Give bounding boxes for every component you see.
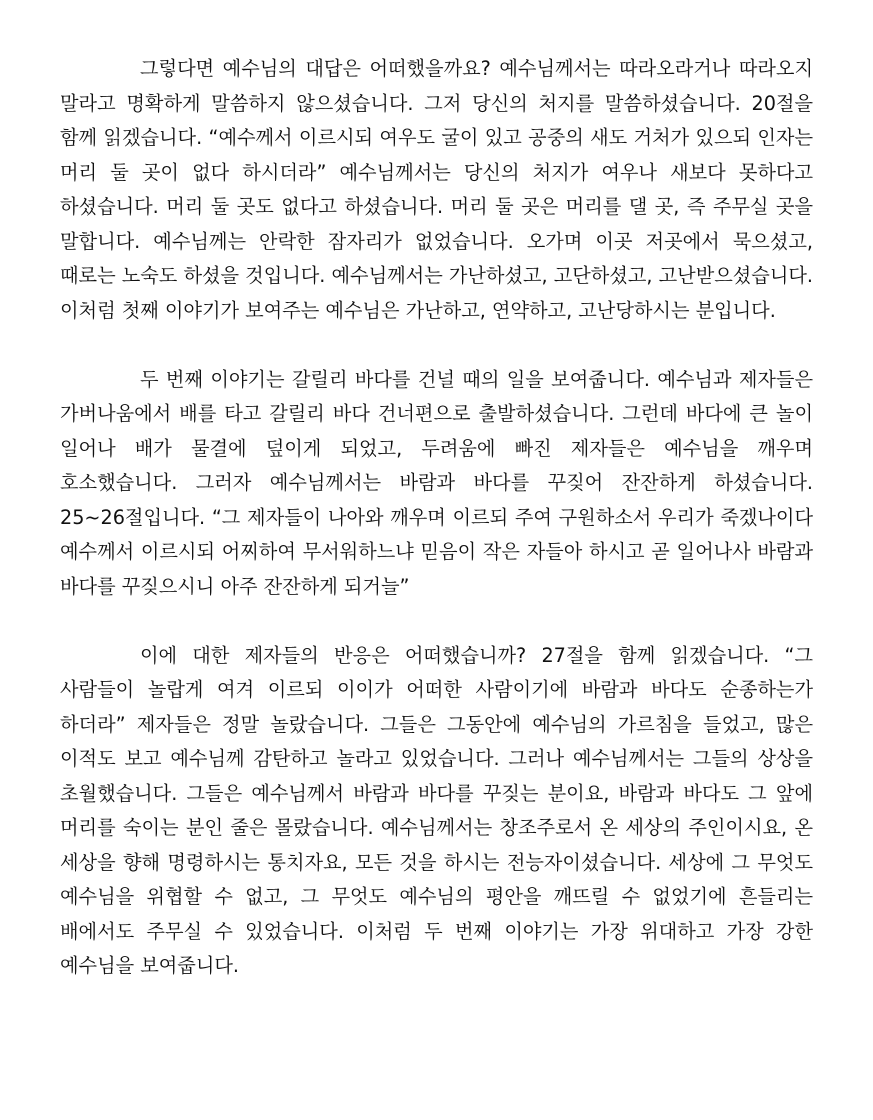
paragraph-3: 이에 대한 제자들의 반응은 어떠했습니까? 27절을 함께 읽겠습니다. “그 사람들이 놀랍게 여겨 이르되 이이가 어떠한 사람이기에 바람과 바다도 순종하는가 하더라” 제자들은 정말 놀랐습니다. 그들은 그동안에 예수님의 가르침을 들었고, 많은 이적도 보고 예수님께 감탄하고 놀라고 있었습니다. 그러나 예수님께서는 그들의 상상을 초월했습니다. 그들은 예수님께서 바람과 바다를 꾸짖는 분이요, 바람과 바다도 그 앞에 머리를 숙이는 분인 줄은 몰랐습니다. 예수님께서는 창조주로서 온 세상의 주인이시요, 온 세상을 향해 명령하시는 통치자요, 모든 것을 하시는 전능자이셨습니다. 세상에 그 무엇도 예수님을 위협할 수 없고, 그 무엇도 예수님의 평안을 깨뜨릴 수 없었기에 흔들리는 배에서도 주무실 수 있었습니다. 이처럼 두 번째 이야기는 가장 위대하고 가장 강한 예수님을 보여줍니다.: [60, 643, 813, 977]
paragraph-1: 그렇다면 예수님의 대답은 어떠했을까요? 예수님께서는 따라오라거나 따라오지 말라고 명확하게 말씀하지 않으셨습니다. 그저 당신의 처지를 말씀하셨습니다. 20절을 함께 읽겠습니다. “예수께서 이르시되 여우도 굴이 있고 공중의 새도 거처가 있으되 인자는 머리 둘 곳이 없다 하시더라” 예수님께서는 당신의 처지가 여우나 새보다 못하다고 하셨습니다. 머리 둘 곳도 없다고 하셨습니다. 머리 둘 곳은 머리를 댈 곳, 즉 주무실 곳을 말합니다. 예수님께는 안락한 잠자리가 없었습니다. 오가며 이곳 저곳에서 묵으셨고, 때로는 노숙도 하셨을 것입니다. 예수님께서는 가난하셨고, 고단하셨고, 고난받으셨습니다. 이처럼 첫째 이야기가 보여주는 예수님은 가난하고, 연약하고, 고난당하시는 분입니다.: [60, 57, 813, 322]
paragraph-2: 두 번째 이야기는 갈릴리 바다를 건널 때의 일을 보여줍니다. 예수님과 제자들은 가버나움에서 배를 타고 갈릴리 바다 건너편으로 출발하셨습니다. 그런데 바다에 큰 놀이 일어나 배가 물결에 덮이게 되었고, 두려움에 빠진 제자들은 예수님을 깨우며 호소했습니다. 그러자 예수님께서는 바람과 바다를 꾸짖어 잔잔하게 하셨습니다. 25~26절입니다. “그 제자들이 나아와 깨우며 이르되 주여 구원하소서 우리가 죽겠나이다 예수께서 이르시되 어찌하여 무서워하느냐 믿음이 작은 자들아 하시고 곧 일어나사 바람과 바다를 꾸짖으시니 아주 잔잔하게 되거늘”: [60, 367, 813, 598]
